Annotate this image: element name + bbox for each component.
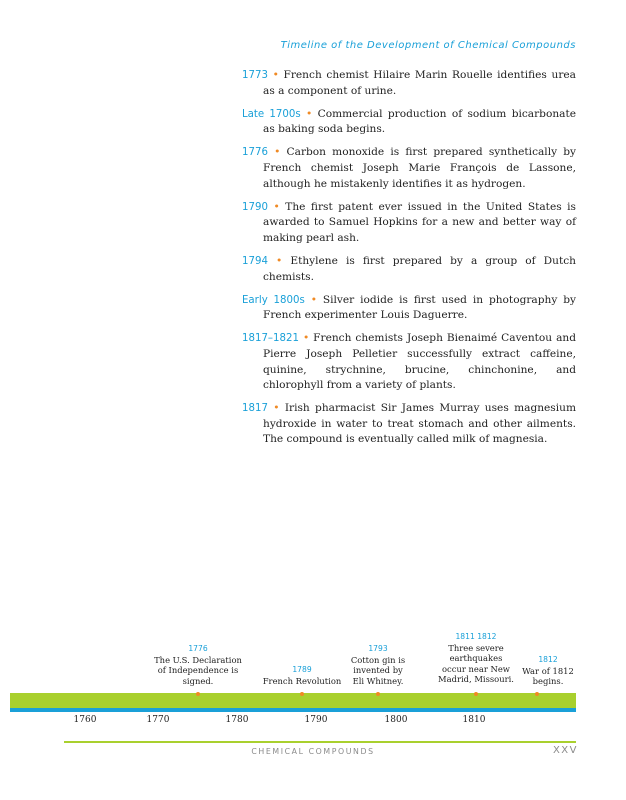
timeline-band [10,693,576,708]
event-line: invented by [353,665,403,676]
bullet-icon: • [310,293,317,306]
page-number: XXV [552,745,578,756]
entry-date: 1773 [242,70,268,81]
timeline-entries [242,68,576,455]
bullet-icon: • [306,107,313,120]
entry-text: Silver iodide is first used in photography by French experimenter Louis Daguerre. [263,293,577,322]
footer-title: CHEMICAL COMPOUNDS [251,747,375,756]
year-label: 1780 [225,715,249,725]
bullet-icon: • [272,69,279,81]
event-date: 1776 [188,644,208,653]
entry-text: Carbon monoxide is first prepared synthetically by French chemist Joseph Marie François de Lassone, although he mistakenly identifies it as hydrogen. [263,146,577,190]
timeline-entry [242,145,576,192]
event-line: earthquakes [449,653,503,664]
bullet-icon: • [273,200,280,213]
event-date: 1812 [538,655,558,664]
bullet-icon: • [302,332,310,345]
event-marker-dot [376,692,380,696]
event-line: Eli Whitney. [352,675,404,686]
bullet-icon: • [273,402,280,415]
event-marker-dot [535,692,539,696]
event-marker-dot [196,692,200,696]
event-date: 1793 [368,644,388,653]
event-line: of Independence is [157,665,239,676]
year-label: 1810 [462,715,486,725]
timeline-event-1789 [263,665,342,686]
timeline-band-stripe [10,708,576,712]
timeline-event-1812 [522,655,574,687]
event-date: 1789 [292,665,312,674]
entry-date: 1817 [242,403,268,415]
event-marker-dot [474,692,478,696]
entry-date: 1776 [242,147,268,159]
running-header: Timeline of the Development of Chemical Compounds [280,40,576,51]
year-label: 1770 [146,715,170,725]
event-marker-dot [300,692,304,696]
entry-text: Commercial production of sodium bicarbonate as baking soda begins. [263,107,577,136]
year-label: 1800 [384,715,408,725]
event-line: Madrid, Missouri. [438,674,514,685]
entry-date: Early 1800s [242,294,305,306]
event-line: signed. [182,675,214,686]
event-line: War of 1812 [522,665,574,676]
timeline-entry [242,401,576,448]
year-label: 1760 [73,715,97,725]
entry-date: 1817–1821 [242,333,299,345]
entry-text: French chemists Joseph Bienaimé Caventou and Pierre Joseph Pelletier successfully extract caffeine, quinine, strychnine, brucine, chinchonine, and chlorophyll from a variety of plants. [263,332,576,392]
entry-date: 1794 [242,255,268,267]
timeline-entry [242,293,576,324]
event-line: begins. [532,676,564,687]
event-line: Three severe [448,642,504,653]
entry-text: The first patent ever issued in the United States is awarded to Samuel Hopkins for a new and better way of making pearl ash. [263,200,576,244]
entry-date: 1790 [242,201,268,213]
event-line: Cotton gin is [350,654,406,665]
timeline-entry [242,68,576,99]
event-date: 1811 1812 [455,632,497,641]
timeline-entry [242,331,576,393]
entry-text: Ethylene is first prepared by a group of Dutch chemists. [263,254,576,283]
event-line: The U.S. Declaration [154,654,242,665]
bullet-icon: • [276,254,283,267]
event-line: French Revolution [262,675,342,686]
entry-text: Irish pharmacist Sir James Murray uses magnesium hydroxide in water to treat stomach and other ailments. The compound is eventually called milk of magnesia. [263,402,577,446]
timeline-entry [242,107,576,138]
footer-rule [64,741,576,743]
bullet-icon: • [274,146,281,159]
timeline-event-1811-1812 [438,632,514,685]
entry-text: French chemist Hilaire Marin Rouelle identifies urea as a component of urine. [263,69,576,97]
entry-date: Late 1700s [242,108,301,120]
timeline-entry [242,200,576,247]
year-label: 1790 [304,715,328,725]
timeline-event-1793 [351,644,405,686]
event-line: occur near New [442,663,510,674]
timeline-entry [242,254,576,285]
timeline-event-1776 [154,644,242,686]
